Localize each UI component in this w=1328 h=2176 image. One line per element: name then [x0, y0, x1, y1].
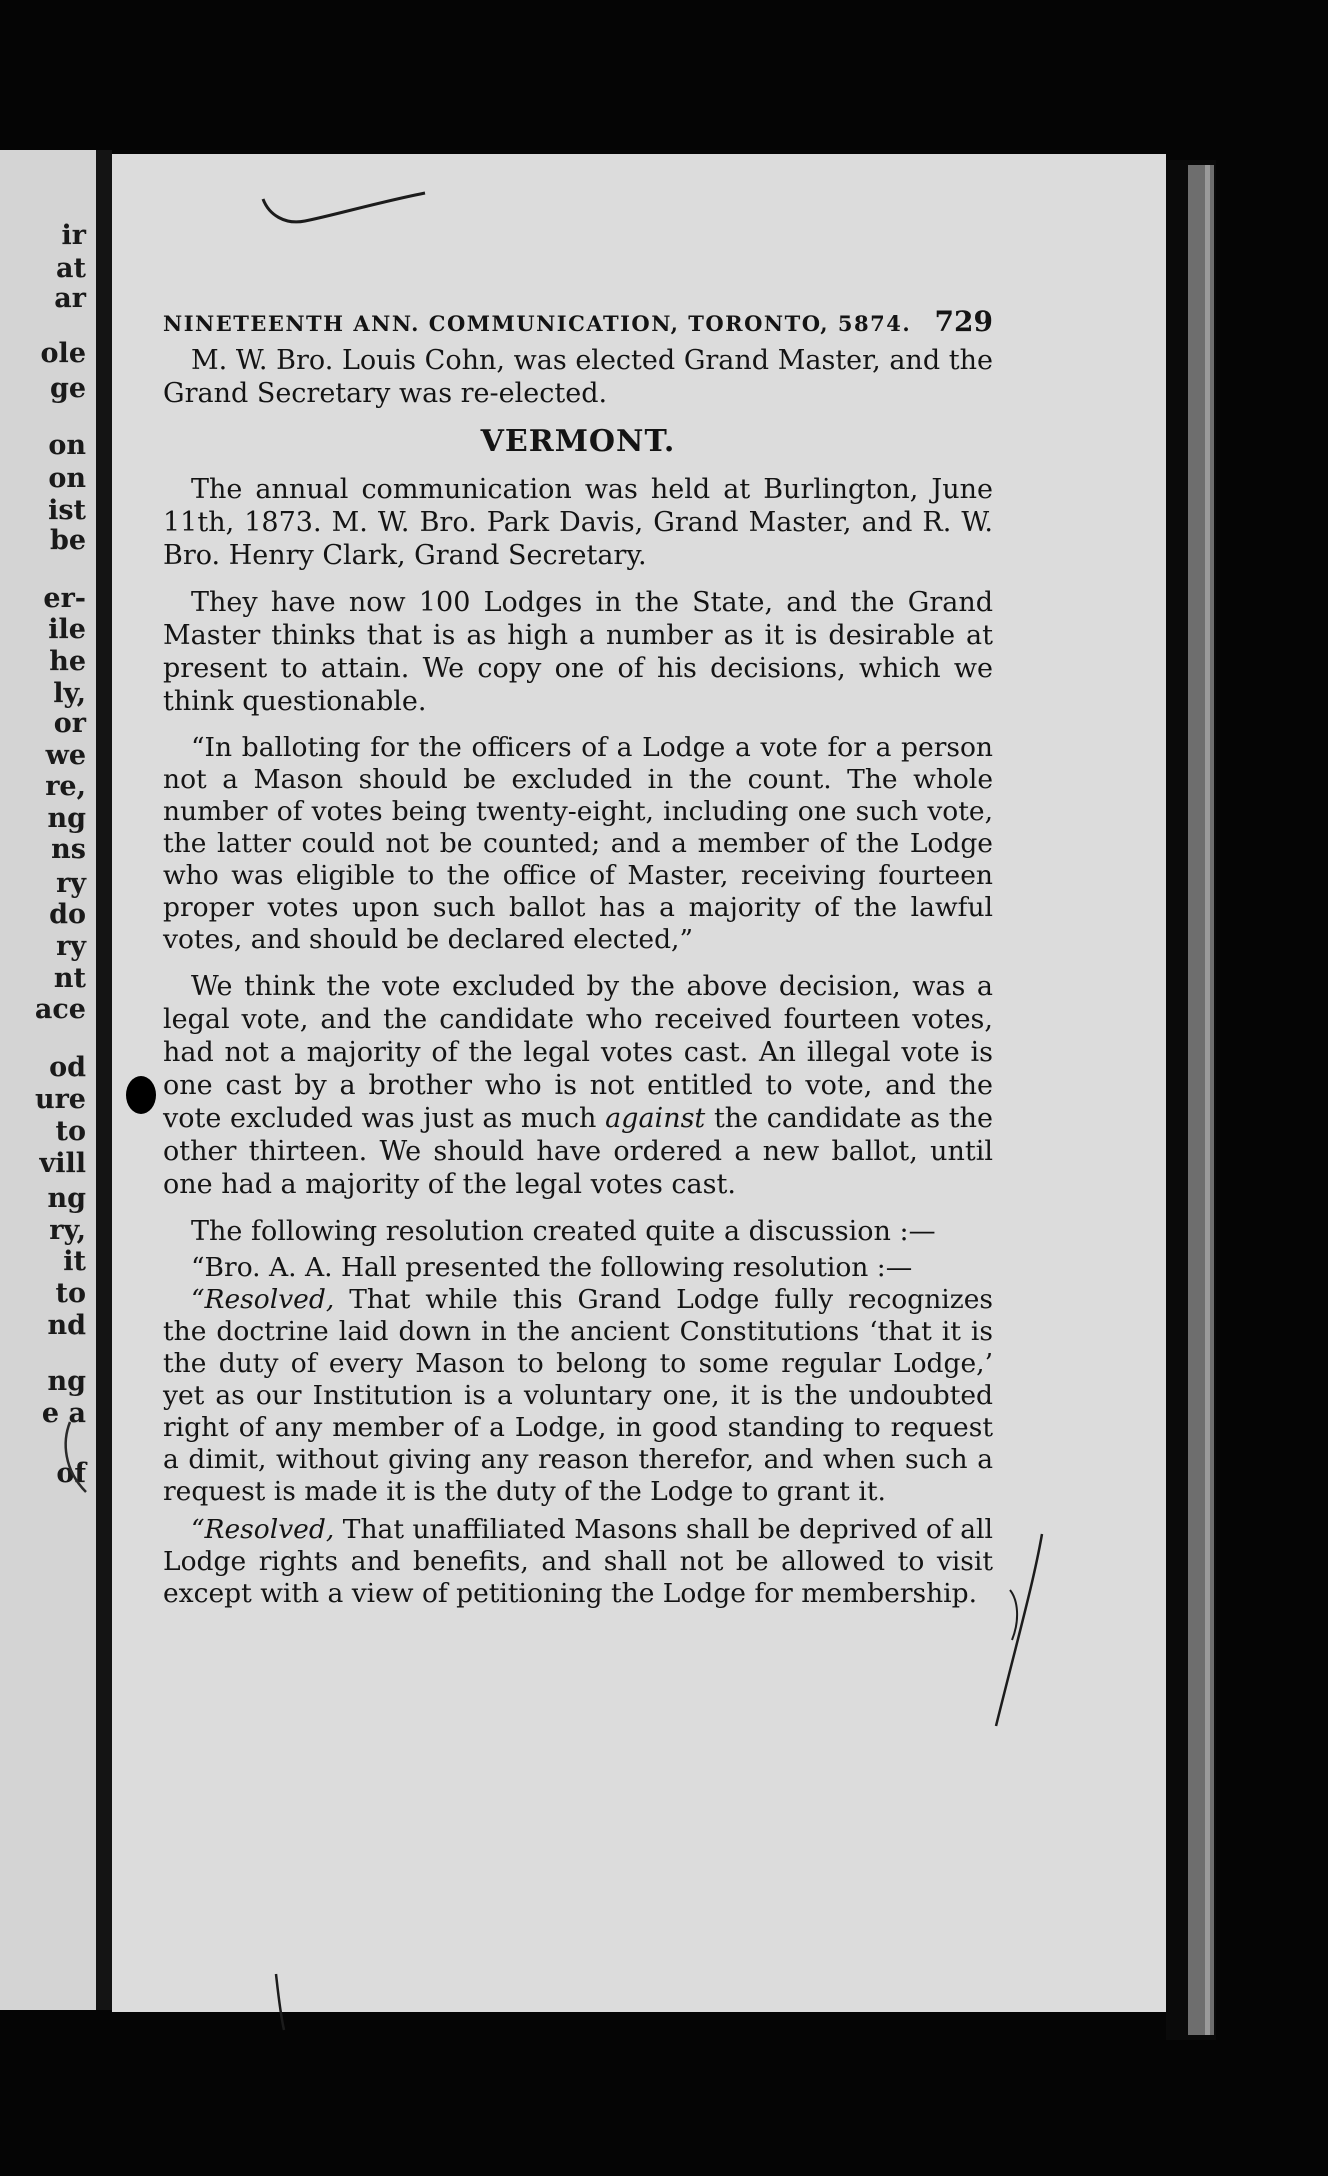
left-page-fragment: of: [56, 1458, 86, 1489]
left-page-fragment: od: [49, 1052, 86, 1083]
section-heading: VERMONT.: [480, 424, 676, 459]
left-page-fragment: be: [49, 525, 86, 556]
left-page-fragment: ry: [56, 868, 86, 899]
pencil-stroke-bottom: [270, 1972, 290, 2032]
page-edge-highlight: [1205, 165, 1210, 2035]
left-page-fragment: to: [55, 1116, 86, 1147]
left-page-fragment: it: [63, 1246, 86, 1277]
left-page-fragment: to: [55, 1278, 86, 1309]
paragraph-2: They have now 100 Lodges in the State, and the Grand Master thinks that is as high a number as it is desirable at present to attain. We copy one of his decisions, which we think questionable.: [163, 587, 993, 717]
gutter-shadow: [96, 150, 112, 2010]
paragraph-6: “Bro. A. A. Hall presented the following resolution :—: [191, 1252, 913, 1283]
resolution-1: “Resolved, That while this Grand Lodge fully recognizes the doctrine laid down in the ancient Constitutions ‘that it is the duty of every Mason to belong to some regular Lodge,’ yet as our Institution is a voluntary one, it is the undoubted right of any member of a Lodge, in good standing to request a dimit, without giving any reason therefor, and when such a request is made it is the duty of the Lodge to grant it.: [163, 1284, 993, 1507]
page-edge-stack: [1188, 165, 1214, 2035]
paragraph-5: The following resolution created quite a discussion :—: [191, 1216, 936, 1247]
left-page-fragment: ge: [49, 373, 86, 404]
left-page-fragment: re,: [45, 771, 86, 802]
left-page-fragment: ile: [48, 614, 86, 645]
left-page-fragment: ry,: [49, 1215, 86, 1246]
left-page-fragment: er-: [43, 583, 86, 614]
resolution-2: “Resolved, That unaffiliated Masons shall be deprived of all Lodge rights and benefits, and shall not be allowed to visit except with a view of petitioning the Lodge for membership.: [163, 1514, 993, 1609]
left-page-fragment: ist: [48, 495, 86, 526]
left-page-fragment: ng: [47, 803, 86, 834]
left-page-fragment: do: [49, 899, 86, 930]
left-page-fragment: ry: [56, 931, 86, 962]
left-page-fragment: ns: [51, 834, 86, 865]
left-page-fragment: he: [49, 646, 86, 677]
left-page-fragment: nt: [53, 963, 86, 994]
pencil-check-mark: [255, 185, 435, 235]
ink-blot: [126, 1076, 156, 1114]
pencil-margin-line: [990, 1530, 1050, 1730]
pencil-margin-bracket: [60, 1418, 100, 1498]
left-page-fragment: ure: [34, 1084, 86, 1115]
left-page-fragment: e a: [41, 1398, 86, 1429]
left-page-fragment: on: [48, 430, 86, 461]
left-page-fragment: ace: [34, 994, 86, 1025]
quoted-decision: “In balloting for the officers of a Lodge a vote for a person not a Mason should be excluded in the count. The whole number of votes being twenty-eight, including one such vote, the latter could not be counted; and a member of the Lodge who was eligible to the office of Master, receiving fourteen proper votes upon such ballot has a majority of the lawful votes, and should be declared elected,”: [163, 732, 993, 955]
left-page-fragment: ole: [40, 338, 86, 369]
running-head: [163, 305, 993, 338]
page-number: 729: [934, 305, 993, 338]
left-page-strip: [0, 150, 96, 2010]
left-page-fragment: on: [48, 463, 86, 494]
left-page-fragment: ar: [54, 283, 86, 314]
resolved-label: “Resolved,: [191, 1284, 335, 1315]
paragraph-1: The annual communication was held at Burlington, June 11th, 1873. M. W. Bro. Park Davis, Grand Master, and R. W. Bro. Henry Clark, Grand Secretary.: [163, 474, 993, 571]
left-page-fragment: ly,: [53, 678, 86, 709]
running-head-text: NINETEENTH ANN. COMMUNICATION, TORONTO, 5874.: [163, 311, 912, 336]
left-page-fragment: we: [45, 740, 86, 771]
paragraph-4: We think the vote excluded by the above decision, was a legal vote, and the candidate who received fourteen votes, had not a majority of the legal votes cast. An illegal vote is one cast by a brother who is not entitled to vote, and the vote excluded was just as much against the candidate as the other thirteen. We should have ordered a new ballot, until one had a majority of the legal votes cast.: [163, 971, 993, 1200]
opening-paragraph: M. W. Bro. Louis Cohn, was elected Grand Master, and the Grand Secretary was re-elected.: [163, 345, 993, 409]
left-page-fragment: ng: [47, 1183, 86, 1214]
left-page-fragment: nd: [47, 1310, 86, 1341]
italic-word: against: [605, 1103, 706, 1134]
left-page-fragment: at: [56, 253, 86, 284]
left-page-fragment: ng: [47, 1366, 86, 1397]
left-page-fragment: or: [53, 708, 86, 739]
left-page-fragment: vill: [39, 1148, 86, 1179]
left-page-fragment: ir: [61, 220, 86, 251]
resolved-label: “Resolved,: [191, 1514, 335, 1545]
page-content: [163, 305, 993, 1610]
